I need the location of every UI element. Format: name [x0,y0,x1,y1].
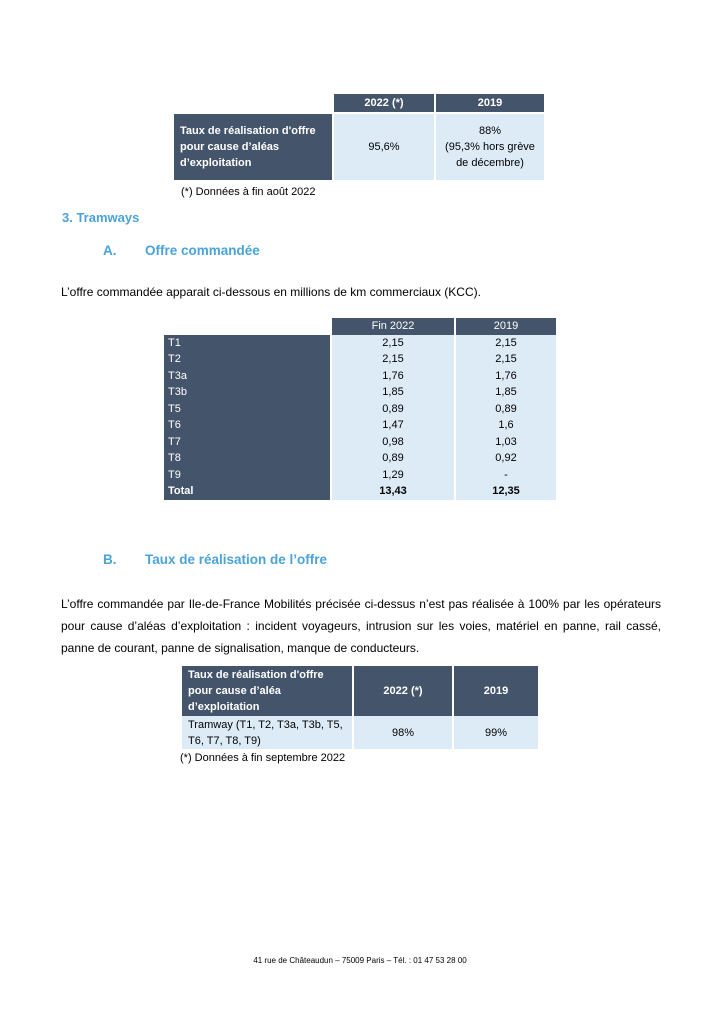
section-3-heading: 3. Tramways [62,210,140,225]
row-label: Taux de réalisation d'offre pour cause d’aléas d’exploitation [174,114,332,180]
paragraph-realisation: L’offre commandée par Ile-de-France Mobilités précisée ci-dessus n’est pas réalisée à 100% par les opérateurs pour cause d’aléas d’exploitation : incident voyageurs, intrusion sur les voies, matériel en panne, rail cassé, panne de courant, panne de signalisation, manque de conducteurs. [61,597,661,655]
total-2019: 12,35 [456,483,556,500]
line-label: T6 [164,417,330,434]
table-row [174,114,544,180]
value-2019: 2,15 [456,351,556,368]
table-header-row [174,94,544,114]
value-2019: 0,89 [456,401,556,418]
header-2019: 2019 [456,318,556,335]
header-2019: 2019 [436,94,544,114]
section-a-heading [103,243,260,258]
value-2019-main: 88% [478,125,502,137]
header-blank-cell [164,318,330,335]
table-row [164,434,556,451]
value-2019: 1,76 [456,368,556,385]
value-2019: 1,03 [456,434,556,451]
section-b-heading [103,552,327,567]
value-2022: 0,89 [332,450,454,467]
row-label: Tramway (T1, T2, T3a, T3b, T5, T6, T7, T8, T9) [182,716,352,749]
line-label: T2 [164,351,330,368]
header-2019: 2019 [454,666,538,716]
tram-rate-table [180,666,540,749]
table-row [164,368,556,385]
line-label: T3b [164,384,330,401]
table-row [182,716,538,749]
tram-offer-table [162,318,558,500]
section-a-number: A. [103,243,117,258]
value-2019: 1,6 [456,417,556,434]
line-label: T5 [164,401,330,418]
header-label: Taux de réalisation d'offre pour cause d’aléa d’exploitation [182,666,352,716]
section-b-number: B. [103,552,117,567]
value-2022: 1,29 [332,467,454,484]
header-fin-2022: Fin 2022 [332,318,454,335]
value-2022: 2,15 [332,335,454,352]
value-2022: 0,98 [332,434,454,451]
value-2022: 2,15 [332,351,454,368]
value-2022: 1,76 [332,368,454,385]
page-footer: 41 rue de Châteaudun – 75009 Paris – Tél. : 01 47 53 28 00 [253,956,467,965]
value-2019: - [456,467,556,484]
total-2022: 13,43 [332,483,454,500]
table-row [164,450,556,467]
line-label: T1 [164,335,330,352]
total-label: Total [164,483,330,500]
total-row [164,483,556,500]
value-2019-note-2: de décembre) [456,157,524,169]
table-row [164,401,556,418]
table-row [164,467,556,484]
header-2022: 2022 (*) [354,666,452,716]
table1-footnote: (*) Données à fin août 2022 [181,186,316,198]
section-b-title: Taux de réalisation de l’offre [145,552,328,567]
value-2022: 95,6% [334,114,434,180]
line-label: T3a [164,368,330,385]
line-label: T8 [164,450,330,467]
table-row [164,417,556,434]
header-blank-cell [174,94,332,114]
paragraph-offer: L’offre commandée apparait ci-dessous en millions de km commerciaux (KCC). [61,285,481,299]
value-2019-note-1: (95,3% hors grève [445,141,535,153]
table3-footnote: (*) Données à fin septembre 2022 [180,752,346,764]
value-2019: 1,85 [456,384,556,401]
value-2022: 1,47 [332,417,454,434]
table-header-row [182,666,538,716]
table-header-row [164,318,556,335]
value-2022: 1,85 [332,384,454,401]
value-2022: 0,89 [332,401,454,418]
table-row [164,384,556,401]
table-row [164,351,556,368]
header-2022: 2022 (*) [334,94,434,114]
value-2019 [436,114,544,180]
line-label: T7 [164,434,330,451]
value-2022: 98% [354,716,452,749]
line-label: T9 [164,467,330,484]
value-2019: 2,15 [456,335,556,352]
section-a-title: Offre commandée [145,243,260,258]
offer-rate-table-bus [172,94,546,180]
value-2019: 0,92 [456,450,556,467]
table-row [164,335,556,352]
value-2019: 99% [454,716,538,749]
